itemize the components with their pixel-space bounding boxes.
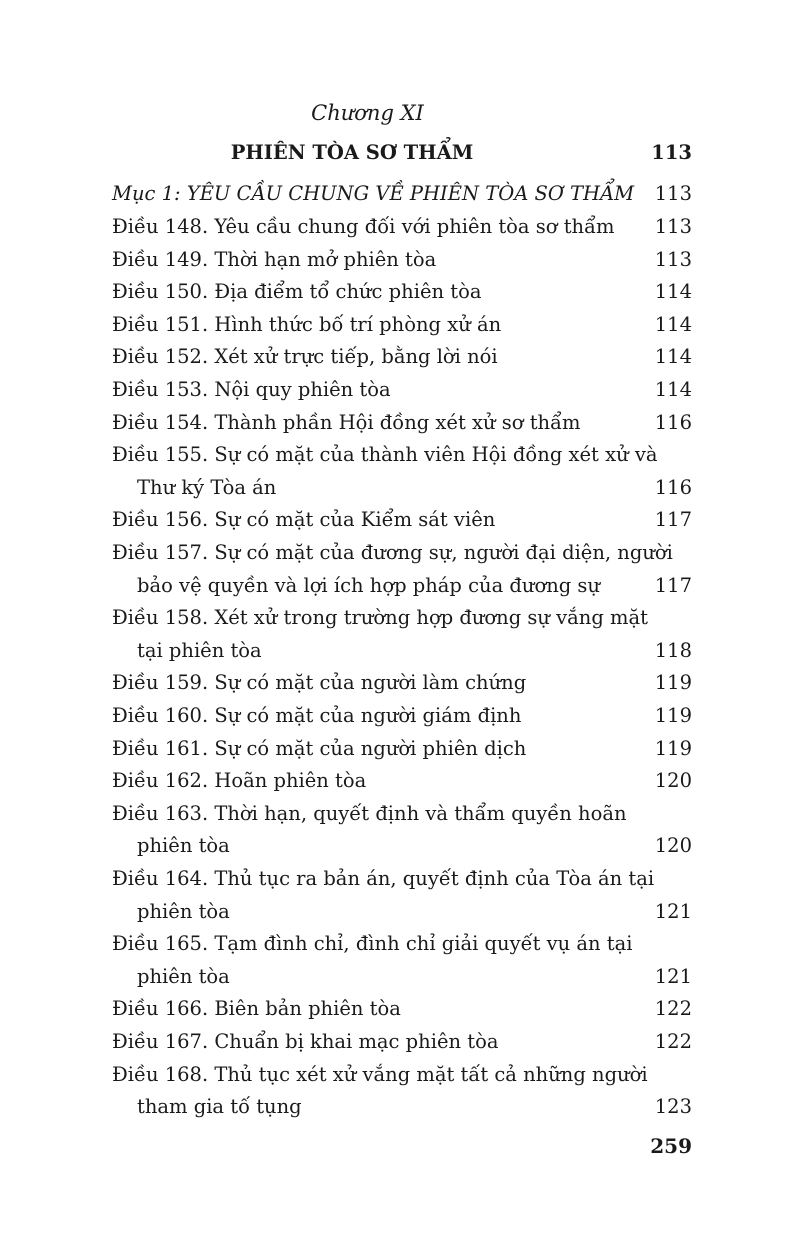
toc-entry-title: Điều 166. Biên bản phiên tòa [112, 997, 401, 1021]
toc-entry-title: Điều 157. Sự có mặt của đương sự, người đại diện, người [112, 541, 673, 564]
toc-entry-title-continued: phiên tòa [137, 899, 230, 923]
toc-entry-line [112, 635, 692, 667]
toc-entry-line [112, 1091, 692, 1123]
toc-entry-title: Điều 153. Nội quy phiên tòa [112, 378, 391, 401]
toc-entry-page-number: 113 [654, 215, 692, 238]
chapter-title: PHIÊN TÒA SƠ THẨM [230, 141, 474, 164]
toc-entry-page-number: 121 [654, 899, 692, 923]
toc-entry-title: Điều 163. Thời hạn, quyết định và thẩm quyền hoãn [112, 801, 627, 825]
toc-entry-title: Điều 156. Sự có mặt của Kiểm sát viên [112, 508, 496, 532]
toc-entry-page-number: 114 [654, 378, 692, 401]
toc-entry-line [112, 374, 692, 406]
toc-entry-page-number: 119 [654, 704, 692, 727]
toc-entry-page-number: 120 [654, 834, 692, 858]
toc-entry-title: Điều 161. Sự có mặt của người phiên dịch [112, 736, 527, 760]
toc-entry-title-continued: phiên tòa [137, 834, 230, 858]
toc-entry-page-number: 120 [654, 769, 692, 793]
toc-entry-line [112, 276, 692, 308]
toc-entry-page-number: 119 [654, 736, 692, 760]
toc-entry-title: Điều 155. Sự có mặt của thành viên Hội đồng xét xử và [112, 443, 658, 467]
toc-entry-title: Điều 151. Hình thức bố trí phòng xử án [112, 312, 502, 336]
toc-entry-line [112, 570, 692, 602]
toc-entry-line [112, 765, 692, 797]
chapter-page-number: 113 [651, 141, 692, 164]
toc-entry-page-number: 119 [654, 671, 692, 695]
toc-entry-line [112, 1026, 692, 1058]
toc-entry-page-number: 122 [654, 1030, 692, 1053]
chapter-label: Chương XI [311, 101, 424, 125]
toc-entry-title: Điều 149. Thời hạn mở phiên tòa [112, 247, 437, 271]
toc-entry-line [112, 928, 692, 960]
section-page-number: 113 [654, 182, 692, 205]
toc-entry-page-number: 114 [654, 312, 692, 336]
toc-entry-title: Điều 158. Xét xử trong trường hợp đương sự vắng mặt [112, 606, 648, 630]
toc-entry-title: Điều 154. Thành phần Hội đồng xét xử sơ thẩm [112, 410, 581, 434]
toc-entry-page-number: 117 [654, 573, 692, 597]
toc-entry-line [112, 244, 692, 276]
toc-entry-title: Điều 168. Thủ tục xét xử vắng mặt tất cả những người [112, 1062, 648, 1086]
toc-entry-line [112, 439, 692, 471]
toc-entry-line [112, 472, 692, 504]
toc-entry-line [112, 830, 692, 862]
toc-entry-line [112, 1059, 692, 1091]
toc-entry-title: Điều 165. Tạm đình chỉ, đình chỉ giải quyết vụ án tại [112, 932, 633, 956]
toc-entry-page-number: 121 [654, 964, 692, 988]
toc-entry-title: Điều 167. Chuẩn bị khai mạc phiên tòa [112, 1030, 499, 1053]
toc-entry-line [112, 863, 692, 895]
toc-entry-page-number: 118 [654, 638, 692, 662]
toc-entry-line [112, 309, 692, 341]
toc-entry-line [112, 896, 692, 928]
toc-entry-title-continued: tại phiên tòa [137, 638, 262, 662]
toc-entry-line [112, 537, 692, 569]
toc-entry-page-number: 116 [654, 475, 692, 499]
toc-entry-line [112, 733, 692, 765]
folio-page-number: 259 [650, 1134, 692, 1158]
chapter-title-row [112, 137, 692, 169]
toc-entry-page-number: 117 [654, 508, 692, 532]
toc-entry-page-number: 114 [654, 345, 692, 369]
toc-entry-line [112, 407, 692, 439]
toc-entry-line [112, 700, 692, 732]
toc-entry-title: Điều 159. Sự có mặt của người làm chứng [112, 671, 527, 695]
toc-entry-title-continued: Thư ký Tòa án [137, 475, 277, 499]
toc-entry-line [112, 341, 692, 373]
toc-entry-title: Điều 150. Địa điểm tổ chức phiên tòa [112, 280, 482, 304]
toc-entry-line [112, 667, 692, 699]
toc-entry-page-number: 114 [654, 280, 692, 304]
toc-entry-page-number: 116 [654, 410, 692, 434]
toc-entry-title-continued: bảo vệ quyền và lợi ích hợp pháp của đương sự [137, 573, 601, 597]
toc-entry-line [112, 602, 692, 634]
toc-entry-title: Điều 160. Sự có mặt của người giám định [112, 704, 522, 727]
section-heading-row [112, 178, 692, 210]
toc-entry-line [112, 211, 692, 243]
toc-entry-line [112, 504, 692, 536]
toc-entry-title-continued: tham gia tố tụng [137, 1095, 302, 1119]
toc-entry-page-number: 113 [654, 247, 692, 271]
toc-entry-page-number: 122 [654, 997, 692, 1021]
toc-entry-page-number: 123 [654, 1095, 692, 1119]
toc-entry-title-continued: phiên tòa [137, 964, 230, 988]
toc-entry-title: Điều 162. Hoãn phiên tòa [112, 769, 367, 793]
toc-entry-line [112, 993, 692, 1025]
section-heading: Mục 1: YÊU CẦU CHUNG VỀ PHIÊN TÒA SƠ THẨM [112, 182, 635, 205]
toc-entry-title: Điều 152. Xét xử trực tiếp, bằng lời nói [112, 345, 498, 369]
toc-entry-title: Điều 164. Thủ tục ra bản án, quyết định của Tòa án tại [112, 867, 655, 890]
toc-entry-title: Điều 148. Yêu cầu chung đối với phiên tòa sơ thẩm [112, 215, 615, 238]
toc-entry-line [112, 961, 692, 993]
toc-entry-line [112, 798, 692, 830]
